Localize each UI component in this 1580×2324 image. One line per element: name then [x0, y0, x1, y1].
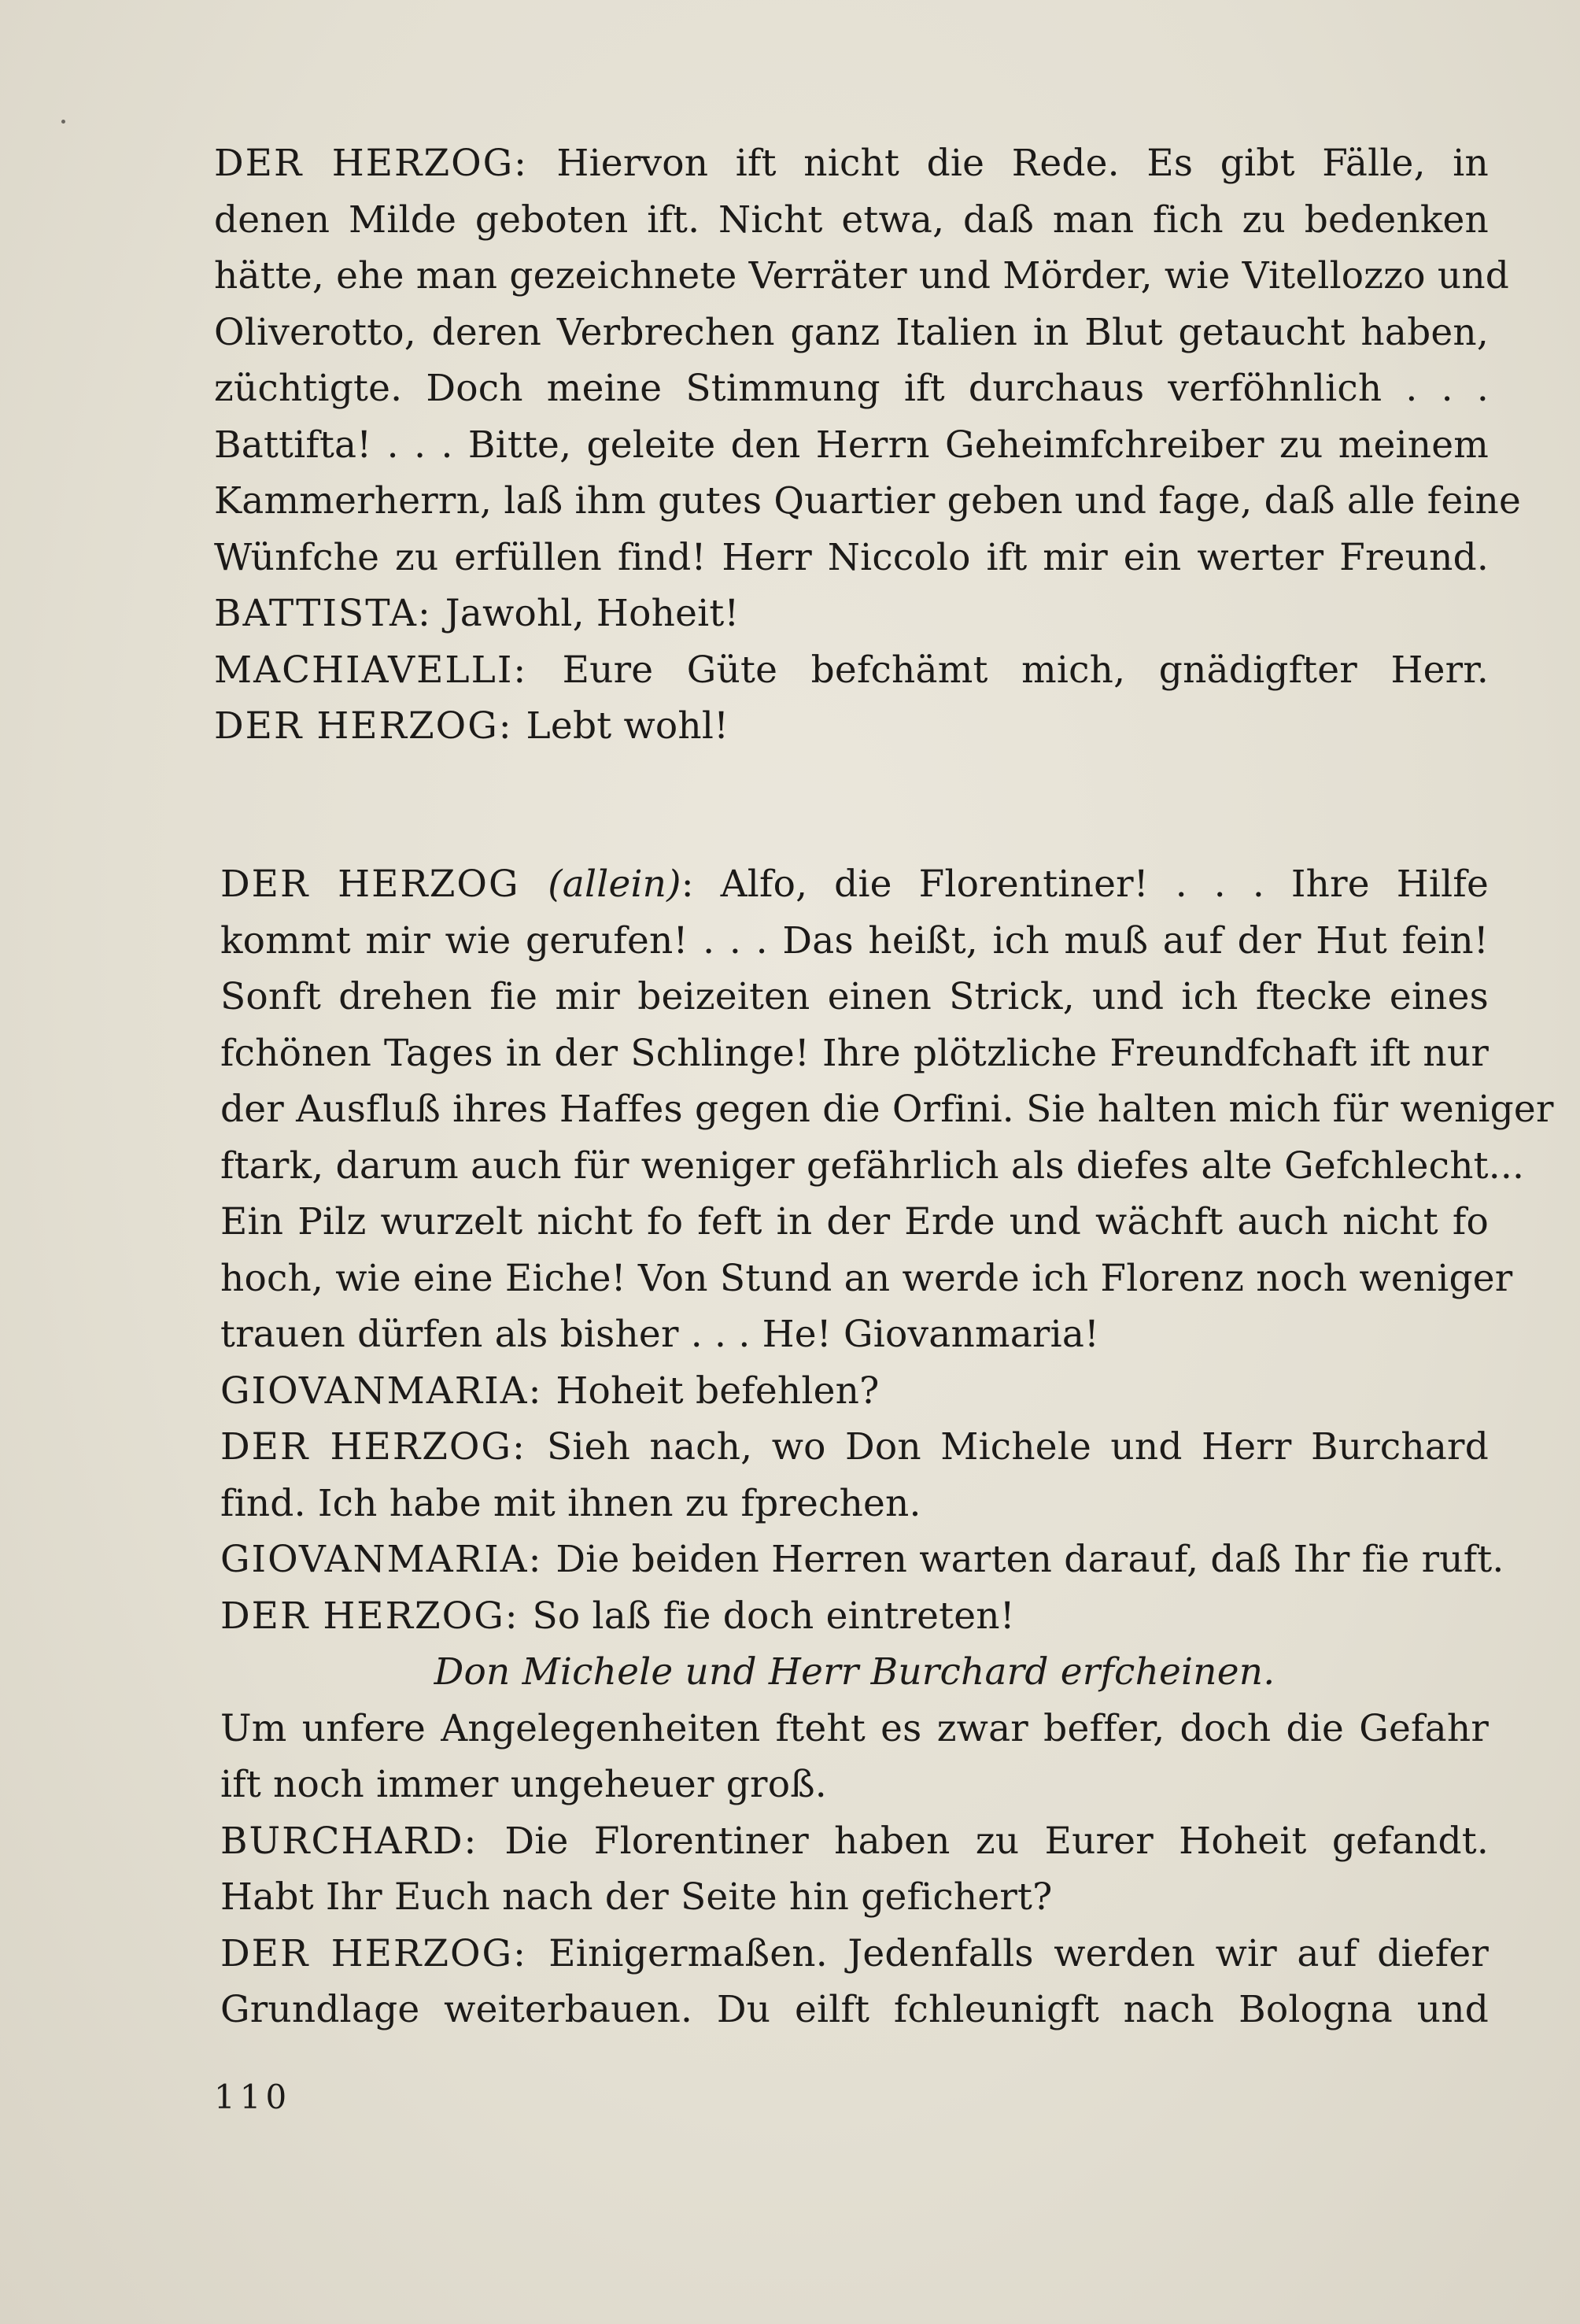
- dialogue-line: [220, 1982, 1489, 2038]
- dialogue-line: [220, 1419, 1489, 1476]
- speaker-name: DER HERZOG:: [220, 1425, 547, 1469]
- dialogue-line: [214, 192, 1489, 249]
- speaker-name: DER HERZOG: [220, 863, 548, 906]
- stage-aside: (allein): [548, 863, 681, 906]
- dialogue-line: [214, 360, 1489, 417]
- dialogue-line: [220, 913, 1489, 970]
- line-text: Hoheit befehlen?: [556, 1369, 880, 1413]
- dialogue-line: [220, 1588, 1489, 1645]
- speaker-name: DER HERZOG:: [220, 1594, 533, 1638]
- line-text: Die beiden Herren warten darauf, daß Ihr fie ruft.: [556, 1538, 1504, 1581]
- page-number: 110: [214, 2078, 292, 2116]
- line-text: So laß fie doch eintreten!: [532, 1594, 1015, 1638]
- line-text: find. Ich habe mit ihnen zu fprechen.: [220, 1481, 921, 1525]
- dialogue-line: [220, 1306, 1489, 1363]
- dialogue-line: [220, 856, 1489, 913]
- dialogue-line: [214, 248, 1510, 305]
- line-text: fchönen Tages in der Schlinge! Ihre plötzliche Freundfchaft ift nur: [220, 1031, 1489, 1075]
- line-text: Um unfere Angelegenheiten fteht es zwar beffer, doch die Gefahr: [220, 1706, 1489, 1750]
- dialogue-line: [214, 473, 1522, 530]
- stage-direction: Don Michele und Herr Burchard erfcheinen.: [434, 1650, 1275, 1694]
- speaker-name: DER HERZOG:: [214, 142, 557, 185]
- line-text: der Ausfluß ihres Haffes gegen die Orfini. Sie halten mich für weniger: [220, 1088, 1554, 1131]
- line-text: Habt Ihr Euch nach der Seite hin gefichert?: [220, 1875, 1053, 1919]
- line-text: Sonft drehen fie mir beizeiten einen Strick, und ich ftecke eines: [220, 975, 1489, 1018]
- page-speck: [61, 120, 65, 124]
- line-text: hoch, wie eine Eiche! Von Stund an werde ich Florenz noch weniger: [220, 1256, 1513, 1300]
- dialogue-line: [220, 1194, 1489, 1251]
- dialogue-line: [220, 1363, 1489, 1420]
- line-text: kommt mir wie gerufen! . . . Das heißt, ich muß auf der Hut fein!: [220, 918, 1489, 962]
- dialogue-line: [220, 1476, 1489, 1532]
- line-text: denen Milde geboten ift. Nicht etwa, daß man fich zu bedenken: [214, 198, 1489, 242]
- dialogue-line: [220, 969, 1489, 1025]
- dialogue-line: [220, 1869, 1489, 1926]
- line-text: Wünfche zu erfüllen find! Herr Niccolo ift mir ein werter Freund.: [214, 535, 1489, 579]
- line-text: Grundlage weiterbauen. Du eilft fchleunigft nach Bologna und: [220, 1988, 1489, 2031]
- dialogue-lines: [220, 913, 1554, 1645]
- line-text: Einigermaßen. Jedenfalls werden wir auf diefer: [548, 1931, 1490, 1975]
- dialogue-line: [214, 417, 1489, 474]
- dialogue-line: [214, 698, 1489, 755]
- dialogue-lines-after: [220, 1701, 1489, 2038]
- dialogue-line: [214, 530, 1489, 586]
- speaker-name: MACHIAVELLI:: [214, 648, 563, 692]
- line-text: Jawohl, Hoheit!: [445, 592, 740, 635]
- dialogue-line: [220, 1531, 1504, 1588]
- line-text: Eure Güte befchämt mich, gnädigfter Herr.: [562, 648, 1489, 692]
- dialogue-line: [220, 1251, 1513, 1307]
- dialogue-line: [214, 135, 1489, 192]
- line-text: ift noch immer ungeheuer groß.: [220, 1763, 827, 1806]
- line-text: züchtigte. Doch meine Stimmung ift durchaus verföhnlich . . .: [214, 367, 1489, 410]
- line-text: Hiervon ift nicht die Rede. Es gibt Fälle, in: [556, 142, 1489, 185]
- dialogue-line: [220, 1813, 1489, 1870]
- speaker-name: DER HERZOG:: [214, 704, 526, 748]
- line-text: Lebt wohl!: [526, 704, 729, 748]
- line-text: Ein Pilz wurzelt nicht fo feft in der Erde und wächft auch nicht fo: [220, 1200, 1489, 1243]
- dialogue-line: [220, 1757, 1489, 1813]
- speaker-name: DER HERZOG:: [220, 1931, 549, 1975]
- dialogue-line: [214, 586, 1489, 642]
- speaker-name: BATTISTA:: [214, 592, 445, 635]
- speaker-name: GIOVANMARIA:: [220, 1369, 556, 1413]
- line-text: trauen dürfen als bisher . . . He! Giovanmaria!: [220, 1313, 1100, 1356]
- line-text: Kammerherrn, laß ihm gutes Quartier geben und fage, daß alle feine: [214, 479, 1522, 523]
- dialogue-block-2: [220, 856, 1554, 2038]
- dialogue-line: [214, 642, 1489, 699]
- line-text: Die Florentiner haben zu Eurer Hoheit gefandt.: [504, 1819, 1489, 1863]
- dialogue-line: [220, 1926, 1489, 1982]
- dialogue-line: [214, 305, 1489, 361]
- speaker-name: GIOVANMARIA:: [220, 1538, 556, 1581]
- line-text: hätte, ehe man gezeichnete Verräter und Mörder, wie Vitellozzo und: [214, 254, 1510, 297]
- line-text: Battifta! . . . Bitte, geleite den Herrn Geheimfchreiber zu meinem: [214, 423, 1489, 467]
- speaker-name: BURCHARD:: [220, 1819, 505, 1863]
- dialogue-line: [220, 1025, 1489, 1082]
- line-text: Alfo, die Florentiner! . . . Ihre Hilfe: [720, 863, 1489, 906]
- speaker-colon: :: [681, 863, 721, 906]
- dialogue-line: [220, 1081, 1554, 1138]
- line-text: Sieh nach, wo Don Michele und Herr Burchard: [547, 1425, 1489, 1469]
- dialogue-line: [220, 1138, 1525, 1195]
- line-text: Oliverotto, deren Verbrechen ganz Italien in Blut getaucht haben,: [214, 310, 1489, 354]
- dialogue-block-1: [214, 135, 1522, 755]
- line-text: ftark, darum auch für weniger gefährlich als diefes alte Gefchlecht...: [220, 1144, 1525, 1188]
- dialogue-line: [220, 1701, 1489, 1757]
